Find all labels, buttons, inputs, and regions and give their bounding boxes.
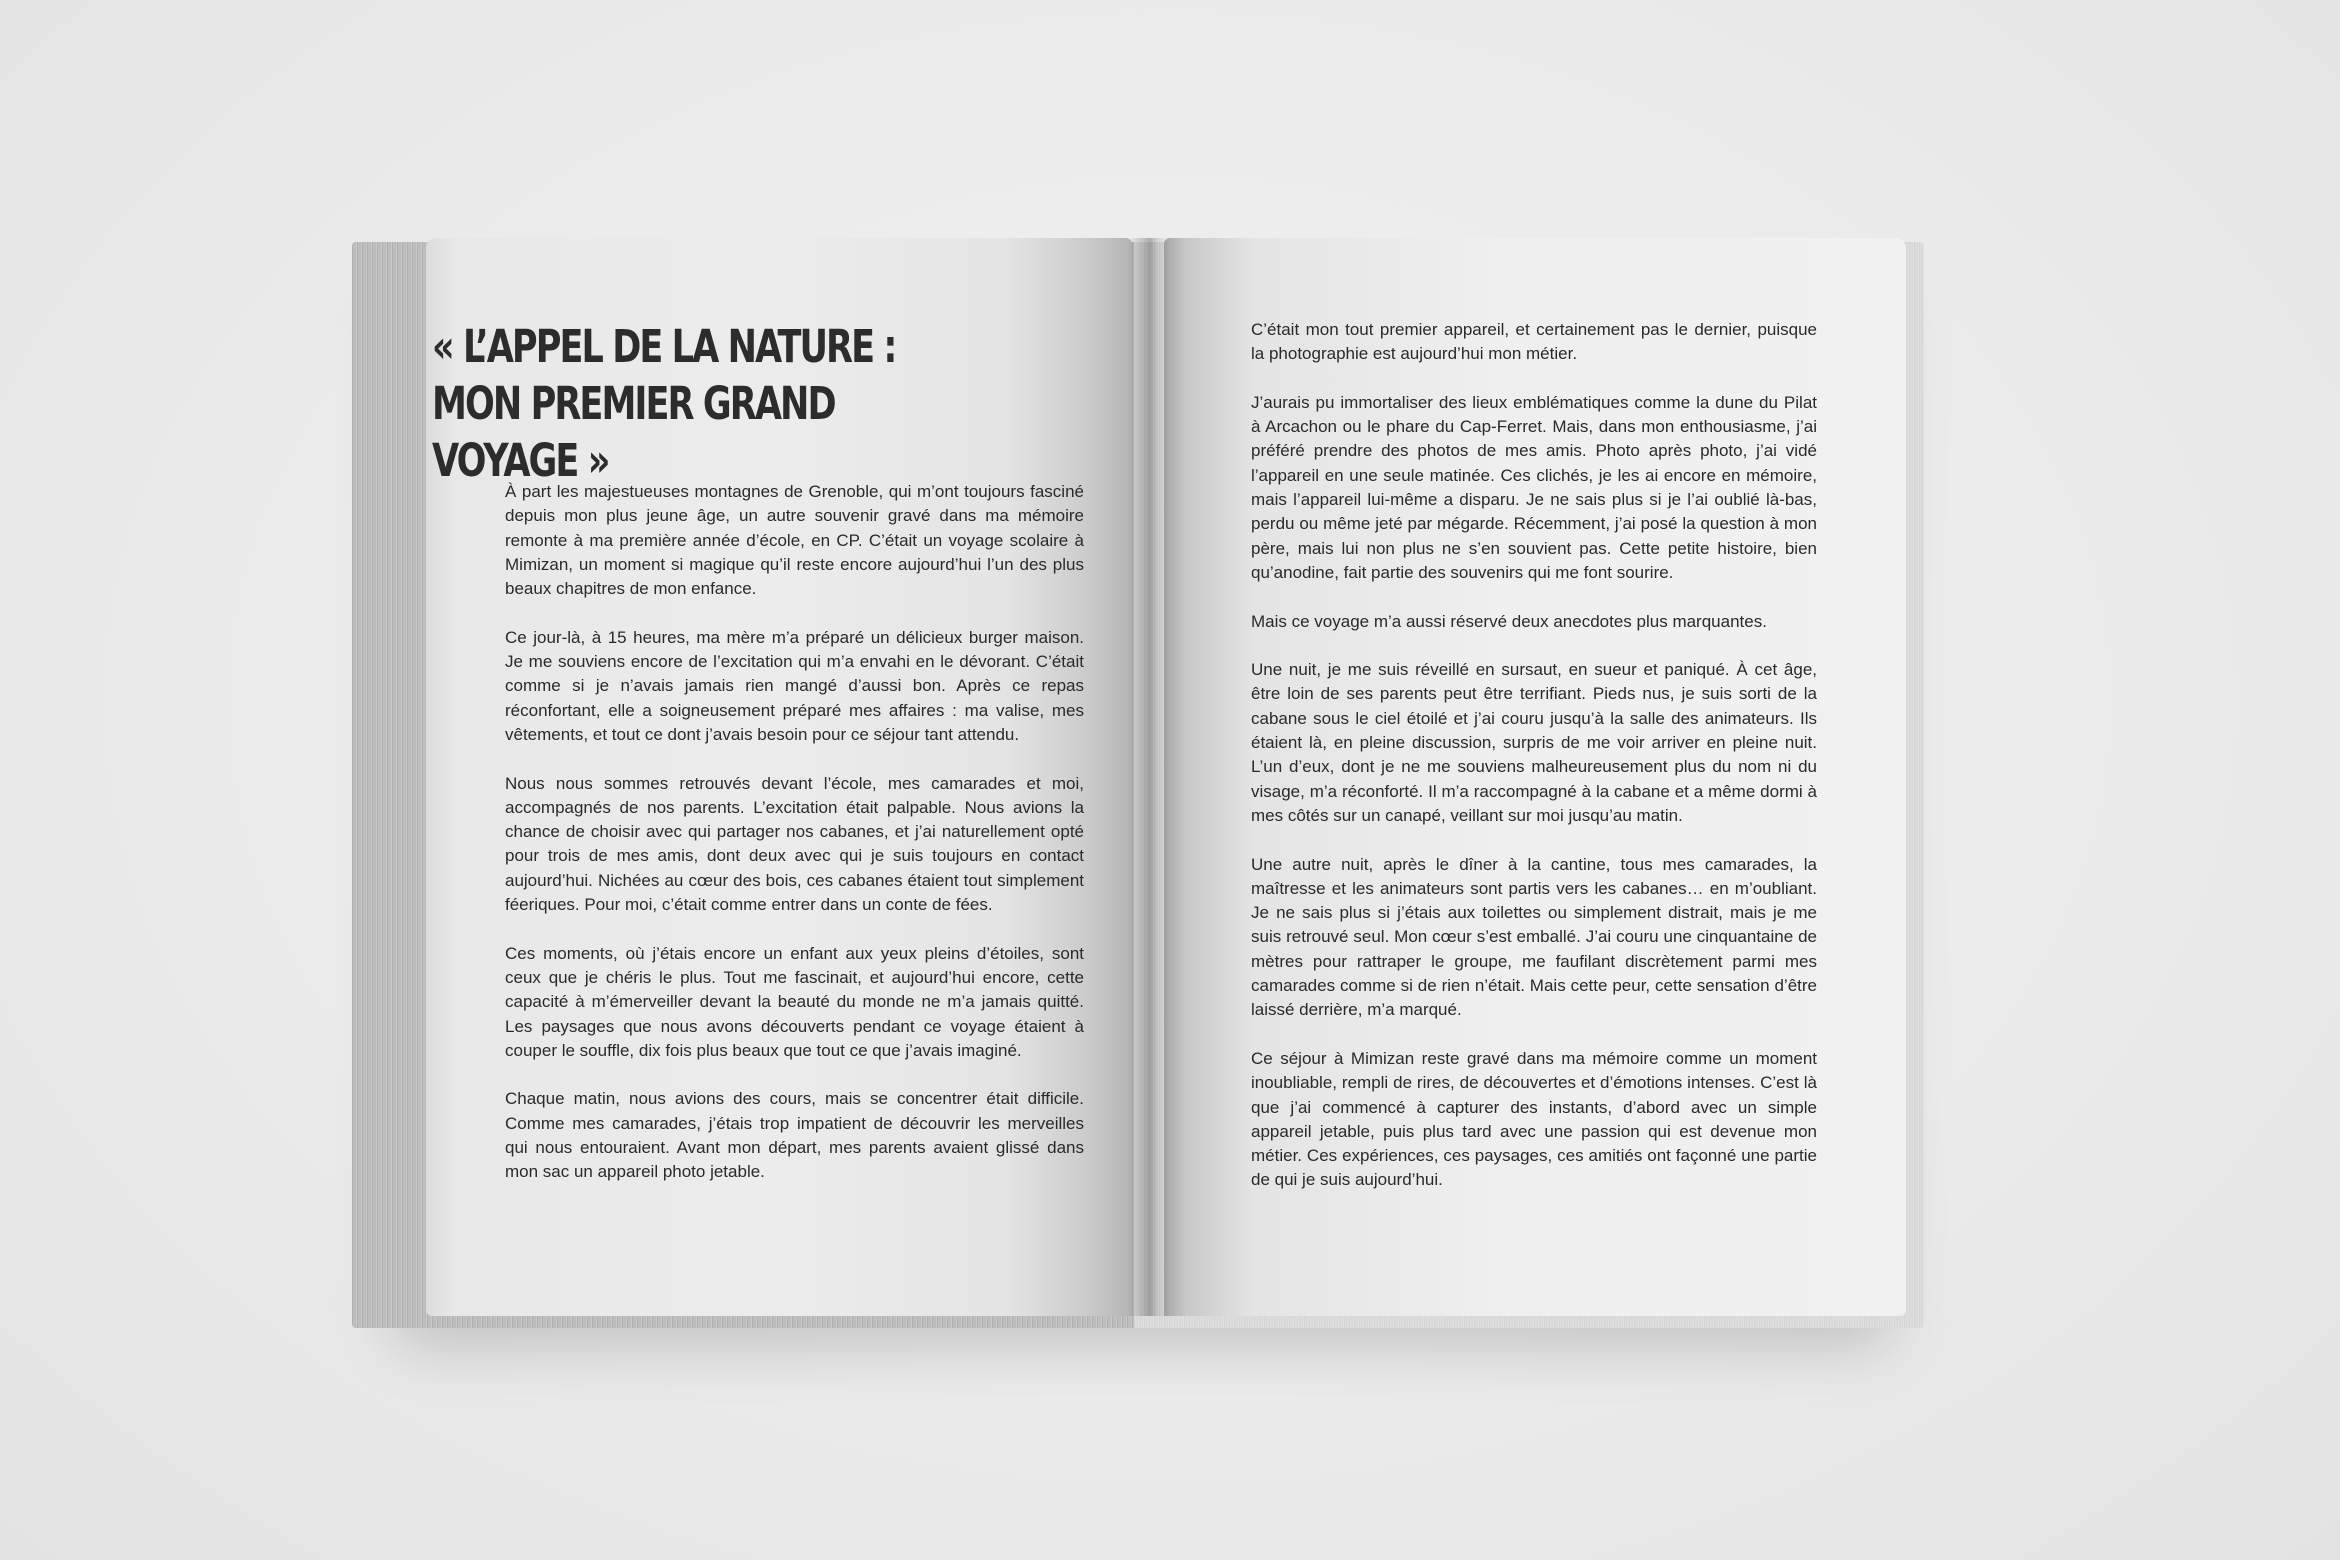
paragraph: Ce jour-là, à 15 heures, ma mère m’a préparé un délicieux burger maison. Je me souviens encore de l’excitation qui m’a envahi en le dévorant. C’était comme si je n’avais jamais rien mangé d’aussi bon. Après ce repas réconfortant, elle a soigneusement préparé mes affaires : ma valise, mes vêtements, et tout ce dont j’avais besoin pour ce séjour tant attendu.	[505, 627, 1084, 744]
paragraph: Ce séjour à Mimizan reste gravé dans ma mémoire comme un moment inoubliable, rempli de rires, de découvertes et d’émotions intenses. C’est là que j’ai commencé à capturer des instants, d’abord avec un simple appareil jetable, puis plus tard avec une passion qui est devenue mon métier. Ces expériences, ces paysages, ces amitiés ont façonné une partie de qui je suis aujourd’hui.	[1251, 1048, 1817, 1190]
paragraph: Une autre nuit, après le dîner à la cantine, tous mes camarades, la maîtresse et les animateurs sont partis vers les cabanes… en m’oubliant. Je ne sais plus si j’étais aux toilettes ou simplement distrait, mais je me suis retrouvé seul. Mon cœur s’est emballé. J’ai couru une cinquantaine de mètres pour rattraper le groupe, me faufilant discrètement parmi mes camarades comme si de rien n’était. Mais cette peur, cette sensation d’être laissé derrière, m’a marqué.	[1251, 854, 1817, 1020]
chapter-title: « L’APPEL DE LA NATURE : MON PREMIER GRAND VOYAGE »	[432, 320, 896, 487]
paragraph: Mais ce voyage m’a aussi réservé deux anecdotes plus marquantes.	[1251, 611, 1767, 631]
paragraph: Nous nous sommes retrouvés devant l’école, mes camarades et moi, accompagnés de nos parents. L’excitation était palpable. Nous avions la chance de choisir avec qui partager nos cabanes, et j’ai naturellement opté pour trois de mes amis, dont deux avec qui je suis toujours en contact aujourd’hui. Nichées au cœur des bois, ces cabanes étaient tout simplement féeriques. Pour moi, c’était comme entrer dans un conte de fées.	[505, 773, 1084, 915]
right-page-text	[1251, 318, 1817, 1217]
book-gutter	[1128, 238, 1170, 1316]
paragraph: C’était mon tout premier appareil, et certainement pas le dernier, puisque la photographie est aujourd’hui mon métier.	[1251, 320, 1817, 364]
paragraph: J’aurais pu immortaliser des lieux emblématiques comme la dune du Pilat à Arcachon ou le phare du Cap-Ferret. Mais, dans mon enthousiasme, j’ai préféré prendre des photos de mes amis. Photo après photo, j’ai vidé l’appareil en une seule matinée. Ces clichés, je les ai encore en mémoire, mais l’appareil lui-même a disparu. Je ne sais plus si je l’ai oublié là-bas, perdu ou même jeté par mégarde. Récemment, j’ai posé la question à mon père, mais lui non plus ne s’en souvient pas. Cette petite histoire, bien qu’anodine, fait partie des souvenirs qui me font sourire.	[1251, 392, 1817, 582]
left-page-text	[505, 480, 1084, 1209]
paragraph: Chaque matin, nous avions des cours, mais se concentrer était difficile. Comme mes camarades, j’étais trop impatient de découvrir les merveilles qui nous entouraient. Avant mon départ, mes parents avaient glissé dans mon sac un appareil photo jetable.	[505, 1089, 1084, 1182]
paragraph: À part les majestueuses montagnes de Grenoble, qui m’ont toujours fasciné depuis mon plus jeune âge, un autre souvenir gravé dans ma mémoire remonte à ma première année d’école, en CP. C’était un voyage scolaire à Mimizan, un moment si magique qu’il reste encore aujourd’hui l’un des plus beaux chapitres de mon enfance.	[505, 482, 1084, 599]
paragraph: Une nuit, je me suis réveillé en sursaut, en sueur et paniqué. À cet âge, être loin de ses parents peut être terrifiant. Pieds nus, je suis sorti de la cabane sous le ciel étoilé et j’ai couru jusqu’à la salle des animateurs. Ils étaient là, en pleine discussion, surpris de me voir arriver en pleine nuit. L’un d’eux, dont je ne me souviens malheureusement plus du nom ni du visage, m’a réconforté. Il m’a raccompagné à la cabane et a même dormi à mes côtés sur un canapé, veillant sur moi jusqu’au matin.	[1251, 660, 1817, 825]
paragraph: Ces moments, où j’étais encore un enfant aux yeux pleins d’étoiles, sont ceux que je chéris le plus. Tout me fascinait, et aujourd’hui encore, cette capacité à m’émerveiller devant la beauté du monde ne m’a jamais quitté. Les paysages que nous avons découverts pendant ce voyage étaient à couper le souffle, dix fois plus beaux que tout ce que j’avais imaginé.	[505, 943, 1084, 1060]
